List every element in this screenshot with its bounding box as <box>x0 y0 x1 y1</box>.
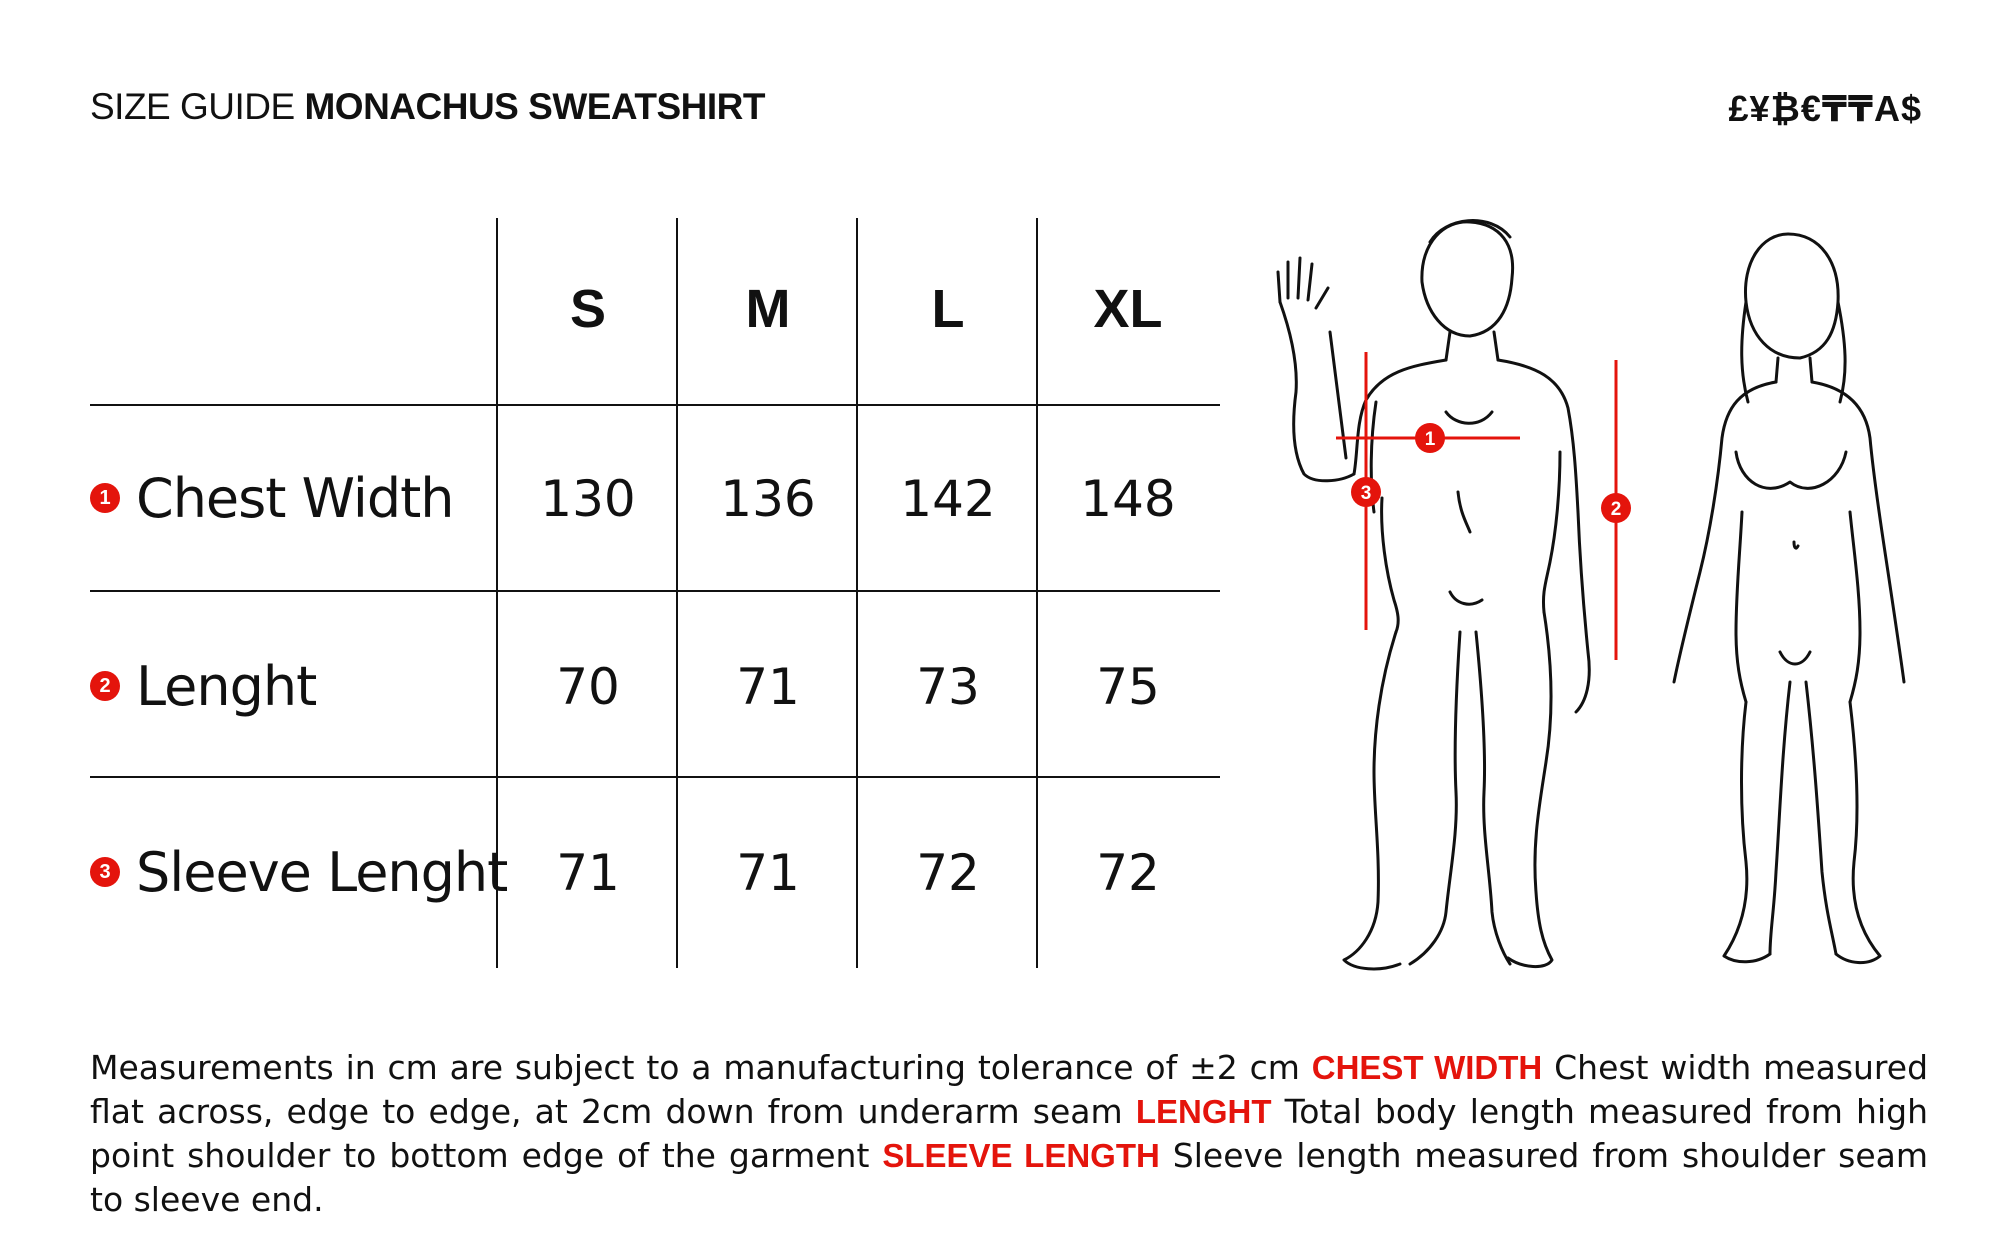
tolerance-note: Measurements in cm are subject to a manufacturing tolerance of ±2 cm <box>90 1048 1300 1087</box>
table-cell: 72 <box>1096 844 1160 902</box>
measurement-notes <box>90 1046 1928 1222</box>
size-header-m: M <box>745 279 791 339</box>
size-table <box>90 218 1220 968</box>
table-cell: 73 <box>916 658 980 716</box>
table-cell: 142 <box>900 470 996 528</box>
size-header-s: S <box>569 279 607 339</box>
length-heading: LENGHT <box>1135 1093 1272 1130</box>
table-cell: 71 <box>736 844 800 902</box>
product-name: MONACHUS SWEATSHIRT <box>304 86 765 127</box>
female-figure <box>1674 234 1904 963</box>
length-marker <box>1601 493 1631 523</box>
measurement-label: Sleeve Lenght <box>136 840 508 904</box>
marker-3-label: 3 <box>1360 483 1372 504</box>
row-label-length <box>90 654 317 718</box>
title-prefix: SIZE GUIDE <box>90 86 295 127</box>
page-title <box>90 86 765 128</box>
row-label-sleeve-length <box>90 840 508 904</box>
table-cell: 70 <box>556 658 620 716</box>
table-cell: 136 <box>720 470 816 528</box>
marker-badge: 3 <box>90 857 120 887</box>
row-divider <box>90 776 1220 778</box>
measurement-guides <box>1336 352 1616 660</box>
brand-logo: £¥₿€₸₸A$ <box>1728 88 1922 129</box>
table-cell: 130 <box>540 470 636 528</box>
sleeve-length-heading: SLEEVE LENGTH <box>882 1137 1160 1174</box>
table-cell: 148 <box>1080 470 1176 528</box>
size-header-l: L <box>931 279 965 339</box>
measurement-label: Chest Width <box>136 466 454 530</box>
table-cell: 75 <box>1096 658 1160 716</box>
marker-badge: 1 <box>90 483 120 513</box>
chest-marker <box>1415 423 1445 453</box>
table-cell: 72 <box>916 844 980 902</box>
male-figure <box>1278 221 1589 969</box>
sleeve-marker <box>1351 477 1381 507</box>
table-cell: 71 <box>736 658 800 716</box>
table-cell: 71 <box>556 844 620 902</box>
chest-width-heading: CHEST WIDTH <box>1311 1049 1543 1086</box>
marker-1-label: 1 <box>1424 429 1436 450</box>
body-figures-illustration <box>1270 212 1940 982</box>
chest-width-description: Chest width measured flat across, edge to edge, at 2cm down from underarm seam <box>90 1048 1929 1131</box>
row-divider <box>90 590 1220 592</box>
size-header-xl: XL <box>1093 279 1163 339</box>
length-description: Total body length measured from high point shoulder to bottom edge of the garment <box>90 1092 1928 1175</box>
row-divider <box>90 404 1220 406</box>
marker-2-label: 2 <box>1610 499 1622 520</box>
marker-badge: 2 <box>90 671 120 701</box>
row-label-chest-width <box>90 466 454 530</box>
measurement-label: Lenght <box>136 654 317 718</box>
sleeve-length-description: Sleeve length measured from shoulder seam to sleeve end. <box>90 1136 1928 1219</box>
